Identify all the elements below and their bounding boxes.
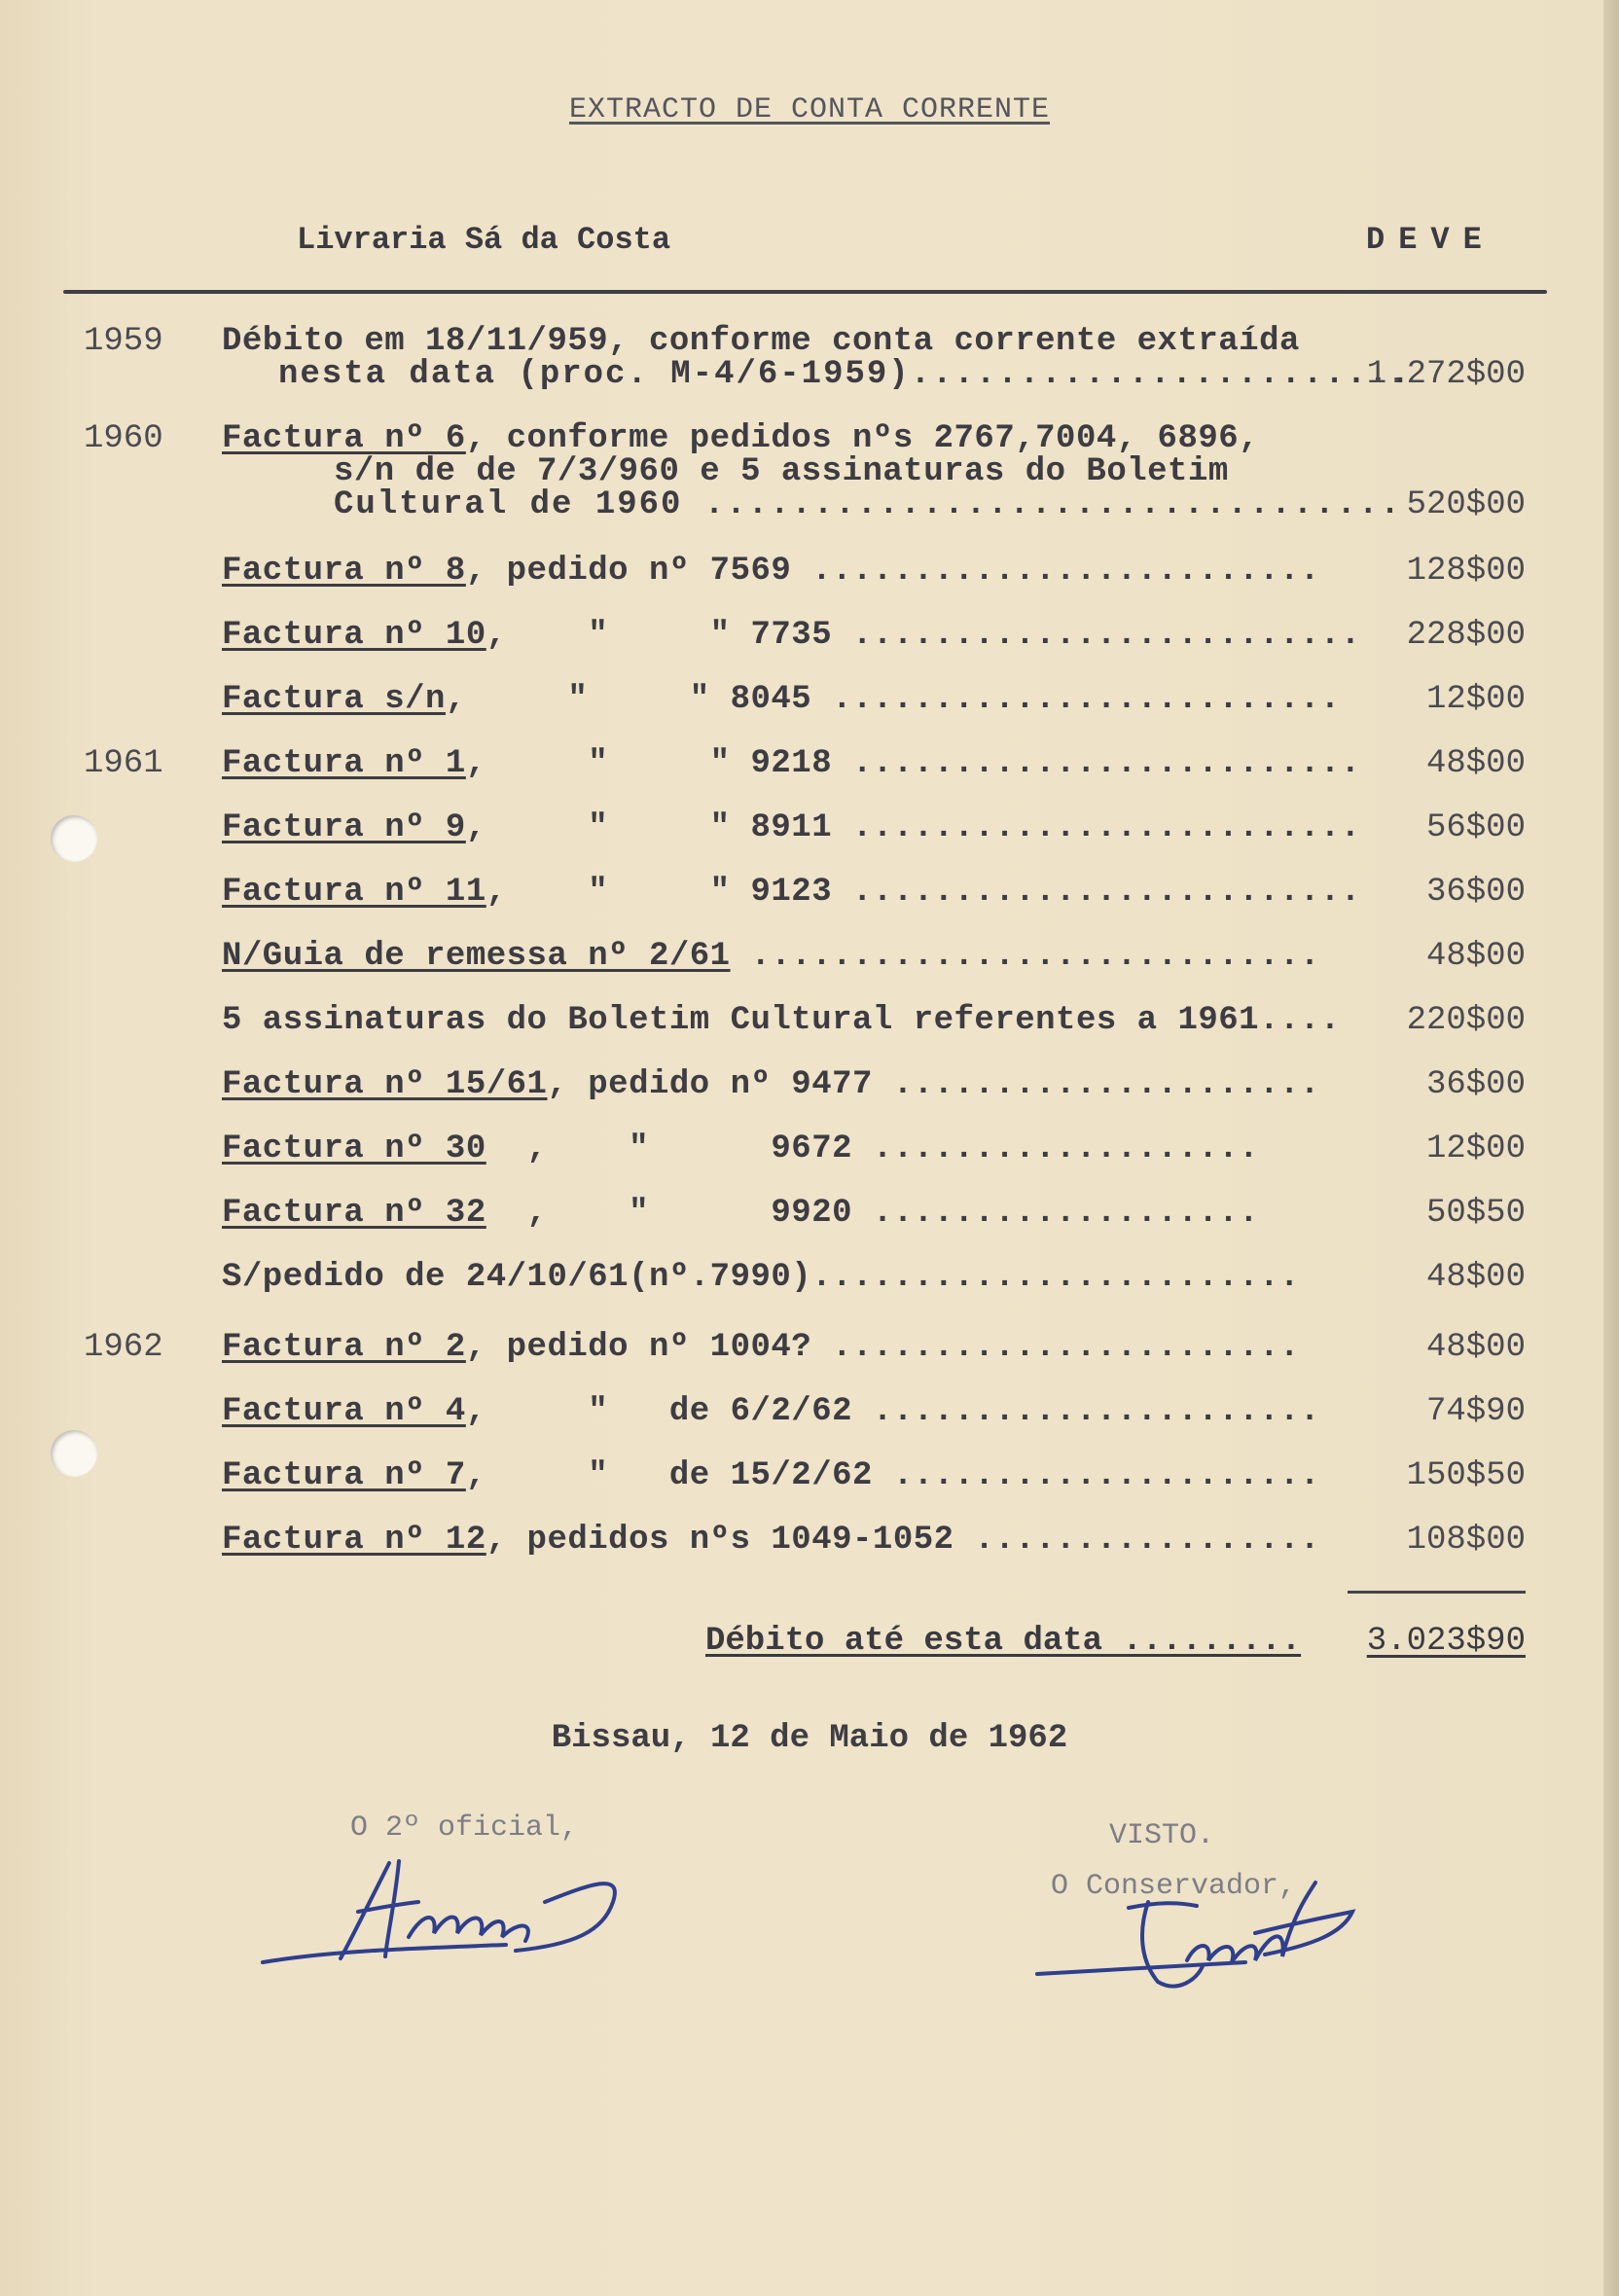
column-header-deve: DEVE [1366,222,1495,258]
year-label: 1962 [84,1329,163,1366]
entry-line: S/pedido de 24/10/61(nº.7990)........................ [222,1259,1300,1296]
entry-line: Factura nº 7, " de 15/2/62 ..................... [222,1457,1320,1494]
entry-line: Factura nº 11, " " 9123 ......................... [222,874,1361,911]
punch-hole [51,1430,97,1477]
entry-amount: 74$90 [1425,1393,1526,1430]
entry-line: N/Guia de remessa nº 2/61 ............................ [222,938,1320,975]
signature-left [253,1844,632,1980]
year-label: 1959 [84,323,163,360]
entry-amount: 56$00 [1425,809,1526,846]
entry-amount: 48$00 [1425,1259,1526,1296]
entry-amount: 1.272$00 [1366,356,1526,393]
entry-amount: 50$50 [1425,1195,1526,1232]
entry-line: Factura nº 15/61, pedido nº 9477 ..................... [222,1066,1320,1103]
entry-line: Factura nº 9, " " 8911 ......................... [222,809,1361,846]
entry-line: Factura nº 30 , " 9672 ................... [222,1130,1260,1167]
entry-amount: 128$00 [1406,553,1526,590]
entry-line: Factura nº 2, pedido nº 1004? ....................... [222,1329,1300,1366]
entry-line: Cultural de 1960 ................................ [334,486,1402,523]
entry-line: Factura nº 12, pedidos nºs 1049-1052 ................. [222,1522,1320,1559]
paper-edge [1603,0,1619,2296]
entry-line: Factura nº 4, " de 6/2/62 ...................... [222,1393,1320,1430]
entry-amount: 150$50 [1406,1457,1526,1494]
entry-amount: 36$00 [1425,874,1526,911]
place-date: Bissau, 12 de Maio de 1962 [551,1720,1068,1757]
entry-line: Factura nº 32 , " 9920 ................... [222,1195,1260,1232]
entry-amount: 48$00 [1425,745,1526,782]
entry-amount: 12$00 [1425,1130,1526,1167]
entry-amount: 228$00 [1406,617,1526,654]
signatory-left-title: O 2º oficial, [350,1812,579,1845]
entry-line: Factura nº 1, " " 9218 ......................... [222,745,1361,782]
entry-amount: 108$00 [1406,1522,1526,1559]
entry-line: 5 assinaturas do Boletim Cultural referentes a 1961.... [222,1002,1341,1039]
account-name: Livraria Sá da Costa [297,222,671,258]
punch-hole [51,815,97,862]
total-amount: 3.023$90 [1366,1623,1526,1660]
entry-amount: 48$00 [1425,938,1526,975]
entry-line: s/n de de 7/3/960 e 5 assinaturas do Boletim [334,453,1229,490]
year-label: 1961 [84,745,163,782]
total-label: Débito até esta data ......... [705,1623,1302,1660]
entry-line: Débito em 18/11/959, conforme conta corrente extraída [222,323,1300,360]
document-title: EXTRACTO DE CONTA CORRENTE [568,93,1051,126]
entry-amount: 220$00 [1406,1002,1526,1039]
entry-amount: 12$00 [1425,681,1526,718]
entry-line: Factura nº 8, pedido nº 7569 ......................... [222,553,1320,590]
signature-right [1031,1873,1362,1999]
entry-line: Factura s/n, " " 8045 ......................... [222,681,1341,718]
entry-line: nesta data (proc. M-4/6-1959)....................... [278,356,1412,393]
header-rule [63,290,1547,294]
signatory-right-title: O Conservador, [1051,1870,1297,1903]
entry-amount: 520$00 [1406,486,1526,523]
entry-amount: 48$00 [1425,1329,1526,1366]
entry-line: Factura nº 10, " " 7735 ......................... [222,617,1361,654]
entry-line: Factura nº 6, conforme pedidos nºs 2767,7004, 6896, [222,420,1260,457]
entry-amount: 36$00 [1425,1066,1526,1103]
year-label: 1960 [84,420,163,457]
total-rule [1348,1591,1526,1594]
signatory-right-visto: VISTO. [1109,1819,1215,1852]
